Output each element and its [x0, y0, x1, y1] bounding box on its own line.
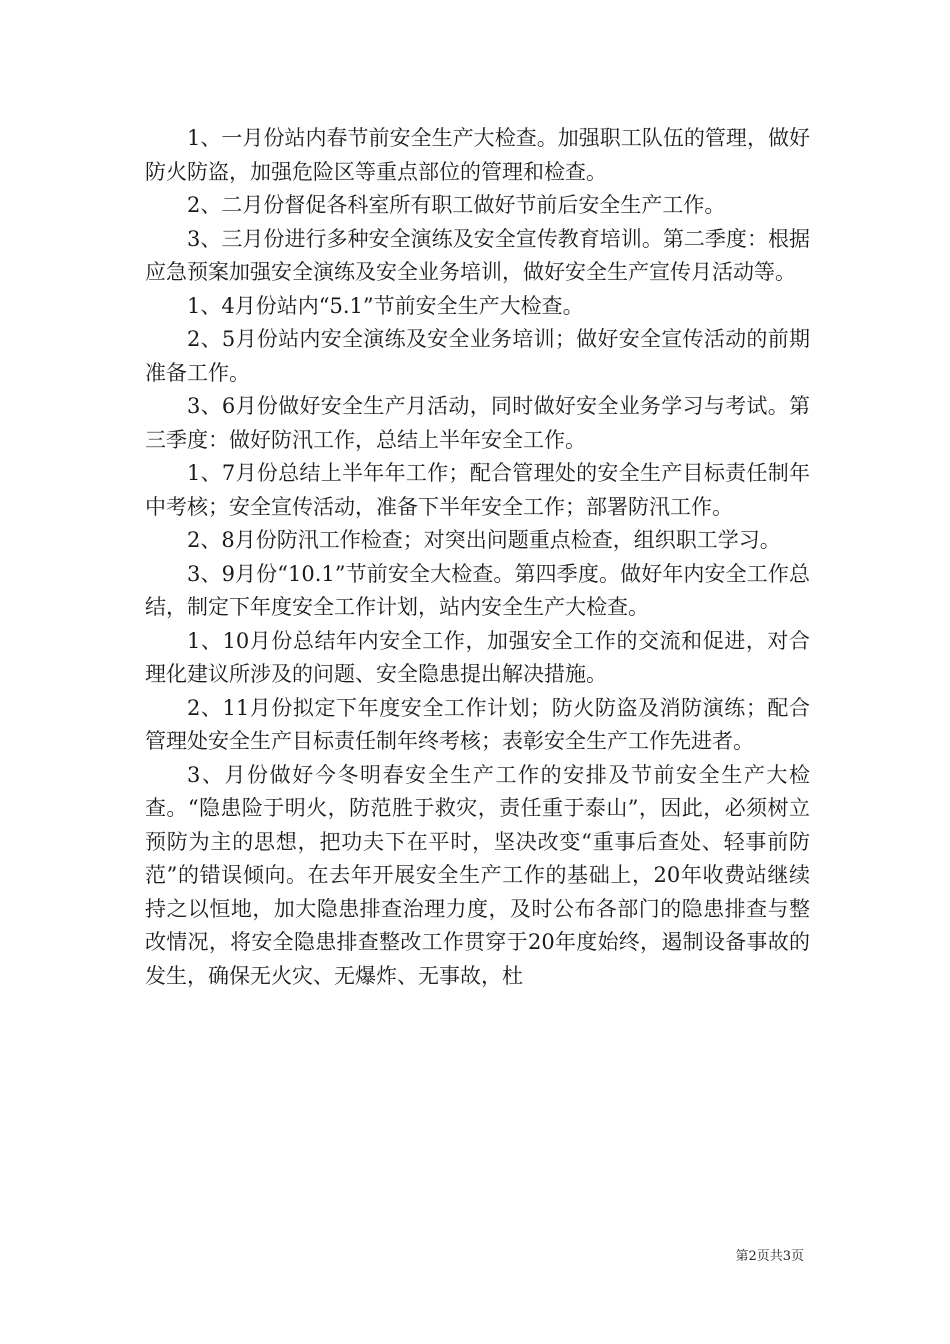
- paragraph: 2、二月份督促各科室所有职工做好节前后安全生产工作。: [187, 193, 726, 217]
- paragraph: 3、6月份做好安全生产月活动，同时做好安全业务学习与考试。第三季度：做好防汛工作，总结上半年安全工作。: [145, 394, 810, 452]
- paragraph: 1、一月份站内春节前安全生产大检查。加强职工队伍的管理，做好防火防盗，加强危险区等重点部位的管理和检查。: [145, 126, 810, 184]
- paragraph: 3、9月份“10.1”节前安全大检查。第四季度。做好年内安全工作总结，制定下年度安全工作计划，站内安全生产大检查。: [145, 561, 810, 619]
- document-body: [145, 122, 810, 993]
- paragraph: 3、月份做好今冬明春安全生产工作的安排及节前安全生产大检查。“隐患险于明火，防范胜于救灾，责任重于泰山”，因此，必须树立预防为主的思想，把功夫下在平时，坚决改变“重事后查处、轻事前防范”的错误倾向。在去年开展安全生产工作的基础上，20年收费站继续持之以恒地，加大隐患排查治理力度，及时公布各部门的隐患排查与整改情况，将安全隐患排查整改工作贯穿于20年度始终，遏制设备事故的发生，确保无火灾、无爆炸、无事故，杜: [145, 762, 810, 988]
- paragraph: 2、11月份拟定下年度安全工作计划；防火防盗及消防演练；配合管理处安全生产目标责任制年终考核；表彰安全生产工作先进者。: [145, 695, 810, 753]
- paragraph: 3、三月份进行多种安全演练及安全宣传教育培训。第二季度：根据应急预案加强安全演练及安全业务培训，做好安全生产宣传月活动等。: [145, 226, 810, 284]
- paragraph: 2、5月份站内安全演练及安全业务培训；做好安全宣传活动的前期准备工作。: [145, 327, 810, 385]
- paragraph: 1、4月份站内“5.1”节前安全生产大检查。: [187, 293, 584, 318]
- paragraph: 1、10月份总结年内安全工作，加强安全工作的交流和促进，对合理化建议所涉及的问题、安全隐患提出解决措施。: [145, 628, 810, 686]
- paragraph: 1、7月份总结上半年年工作；配合管理处的安全生产目标责任制年中考核；安全宣传活动，准备下半年安全工作；部署防汛工作。: [145, 461, 810, 519]
- page-number-footer: 第2页共3页: [735, 1249, 804, 1264]
- paragraph: 2、8月份防汛工作检查；对突出问题重点检查，组织职工学习。: [187, 528, 781, 552]
